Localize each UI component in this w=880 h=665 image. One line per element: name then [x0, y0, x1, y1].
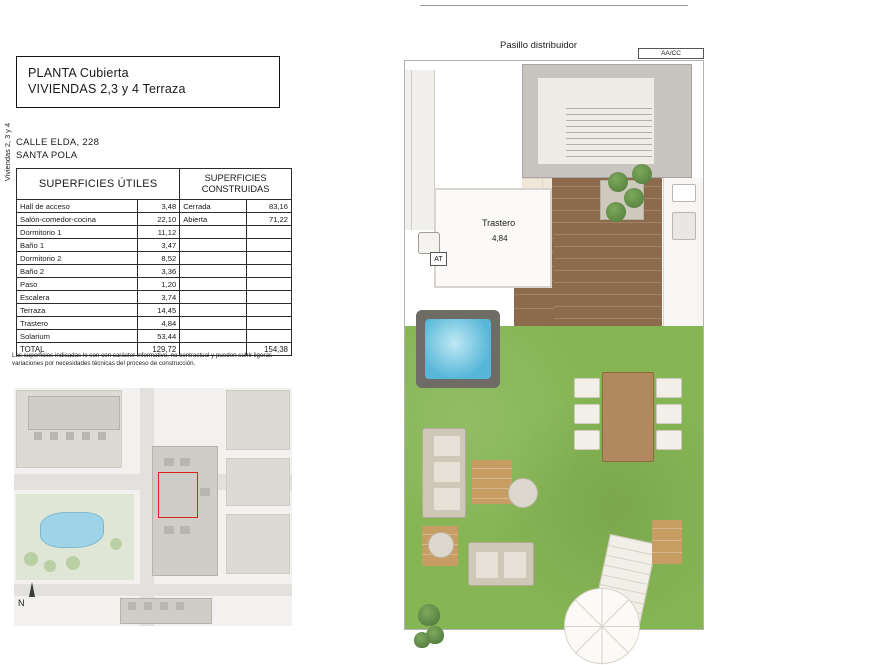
row-name: Dormitorio 1 [17, 226, 138, 239]
dining-chair [574, 404, 600, 424]
plant-shrub-icon [608, 172, 628, 192]
left-balcony-strip [405, 70, 435, 230]
total-label: TOTAL [17, 343, 138, 356]
address-block [16, 136, 99, 162]
sofa-cushion [433, 435, 461, 457]
title-planta-value: Cubierta [79, 66, 129, 80]
site-tree [24, 552, 38, 566]
built-blank [247, 278, 292, 291]
at-label-box: AT [430, 252, 447, 266]
site-unit-mark [200, 488, 210, 496]
row-name: Hall de acceso [17, 200, 138, 213]
site-plan [14, 388, 292, 626]
stair-core-block [522, 64, 692, 178]
site-highlight-unit[interactable] [158, 472, 198, 518]
built-value: 71,22 [247, 213, 292, 226]
built-blank [247, 291, 292, 304]
shrub-icon [414, 632, 430, 648]
site-unit-mark [34, 432, 42, 440]
outdoor-sofa-left [422, 428, 466, 518]
table-row [17, 213, 292, 226]
sofa-cushion [433, 461, 461, 483]
site-unit-mark [144, 602, 152, 610]
title-box [16, 56, 280, 108]
north-arrow-icon [29, 582, 35, 597]
dining-chair [656, 404, 682, 424]
row-name: Dormitorio 2 [17, 252, 138, 265]
built-blank [247, 226, 292, 239]
dining-chair [574, 430, 600, 450]
row-value: 3,47 [137, 239, 179, 252]
built-blank [247, 239, 292, 252]
title-viviendas-label: VIVIENDAS [28, 82, 97, 96]
site-block-se [226, 514, 290, 574]
table-row [17, 252, 292, 265]
site-unit-mark [164, 526, 174, 534]
row-name: Trastero [17, 317, 138, 330]
site-pool [40, 512, 104, 548]
round-side-table-1 [508, 478, 538, 508]
row-name: Solarium [17, 330, 138, 343]
corridor-label: Pasillo distribuidor [500, 40, 578, 51]
trastero-room [434, 188, 552, 288]
built-name: Cerrada [180, 200, 247, 213]
built-blank [247, 265, 292, 278]
site-unit-mark [66, 432, 74, 440]
stair-steps-icon [566, 108, 652, 160]
jacuzzi-water [425, 319, 491, 379]
wood-pad-1 [472, 460, 512, 504]
round-side-table-2 [428, 532, 454, 558]
outdoor-sink [672, 184, 696, 202]
row-name: Terraza [17, 304, 138, 317]
table-row [17, 278, 292, 291]
built-blank [180, 317, 247, 330]
disclaimer-note: Las superficies indicadas lo son con carácter informativo, no contractual y pueden sufrir ligeras variaciones por necesidades técnicas del proceso de construcción. [12, 352, 273, 367]
row-value: 3,48 [137, 200, 179, 213]
trastero-label: Trastero [482, 218, 516, 228]
site-block-ne [226, 390, 290, 450]
table-row [17, 304, 292, 317]
north-label: N [18, 598, 25, 608]
stair-core-inner [537, 77, 655, 165]
site-tree [66, 556, 80, 570]
built-blank [247, 317, 292, 330]
address-city: SANTA POLA [16, 150, 78, 161]
built-blank [180, 239, 247, 252]
table-side-label: Viviendas 2, 3 y 4 [3, 122, 12, 182]
row-name: Salón-comedor-cocina [17, 213, 138, 226]
jacuzzi [416, 310, 500, 388]
site-unit-mark [128, 602, 136, 610]
built-blank [180, 226, 247, 239]
washing-machine [418, 232, 440, 254]
plant-shrub-icon [606, 202, 626, 222]
outdoor-sofa-bottom [468, 542, 534, 586]
table-row [17, 239, 292, 252]
floor-plan [404, 50, 704, 630]
table-row [17, 265, 292, 278]
built-total-value: 154,38 [247, 343, 292, 356]
north-indicator [18, 598, 25, 608]
title-line-2 [28, 81, 279, 97]
row-name: Baño 1 [17, 239, 138, 252]
site-building-north [28, 396, 120, 430]
balcony-rail [411, 70, 412, 230]
built-blank [247, 330, 292, 343]
built-blank [180, 278, 247, 291]
surface-table [16, 168, 292, 356]
trastero-area-value: 4,84 [492, 234, 508, 243]
built-blank [180, 304, 247, 317]
row-value: 53,44 [137, 330, 179, 343]
plant-shrub-icon [632, 164, 652, 184]
table-row [17, 226, 292, 239]
row-value: 22,10 [137, 213, 179, 226]
site-unit-mark [180, 458, 190, 466]
site-tree [110, 538, 122, 550]
table-row [17, 330, 292, 343]
site-unit-mark [164, 458, 174, 466]
patio-umbrella [564, 588, 640, 664]
dining-chair [656, 430, 682, 450]
wood-pad-3 [652, 520, 682, 564]
outdoor-grill [672, 212, 696, 240]
site-unit-mark [50, 432, 58, 440]
top-rule [404, 0, 704, 10]
built-blank [180, 252, 247, 265]
built-value: 83,16 [247, 200, 292, 213]
plant-shrub-icon [624, 188, 644, 208]
total-value: 129,72 [137, 343, 179, 356]
title-planta-label: PLANTA [28, 66, 77, 80]
built-blank [180, 265, 247, 278]
site-unit-mark [180, 526, 190, 534]
title-line-1 [28, 65, 279, 81]
site-unit-mark [160, 602, 168, 610]
table-header-utiles: SUPERFICIES ÚTILES [17, 169, 180, 200]
surface-table-body [17, 200, 292, 356]
built-blank [247, 304, 292, 317]
dining-table [602, 372, 654, 462]
row-value: 8,52 [137, 252, 179, 265]
left-info-column [0, 0, 390, 640]
row-name: Escalera [17, 291, 138, 304]
row-value: 11,12 [137, 226, 179, 239]
built-blank [247, 252, 292, 265]
row-value: 1,20 [137, 278, 179, 291]
table-row [17, 200, 292, 213]
site-unit-mark [176, 602, 184, 610]
row-value: 3,36 [137, 265, 179, 278]
sofa-cushion [503, 551, 527, 579]
row-value: 4,84 [137, 317, 179, 330]
built-blank [180, 330, 247, 343]
site-road-horizontal-2 [14, 584, 292, 596]
aacc-label-box: AA/CC [638, 48, 704, 59]
site-unit-mark [82, 432, 90, 440]
site-block-e [226, 458, 290, 506]
table-header-construidas: SUPERFICIES CONSTRUIDAS [180, 169, 292, 200]
dining-chair [574, 378, 600, 398]
site-unit-mark [98, 432, 106, 440]
sofa-cushion [433, 487, 461, 511]
title-viviendas-value: 2,3 y 4 Terraza [100, 82, 186, 96]
row-value: 3,74 [137, 291, 179, 304]
row-name: Paso [17, 278, 138, 291]
built-name: Abierta [180, 213, 247, 226]
row-value: 14,45 [137, 304, 179, 317]
row-name: Baño 2 [17, 265, 138, 278]
site-tree [44, 560, 56, 572]
dining-chair [656, 378, 682, 398]
built-blank [180, 291, 247, 304]
top-rule-line [420, 5, 688, 6]
shrub-icon [418, 604, 440, 626]
table-row [17, 317, 292, 330]
address-street: CALLE ELDA, 228 [16, 137, 100, 148]
table-row [17, 291, 292, 304]
sofa-cushion [475, 551, 499, 579]
